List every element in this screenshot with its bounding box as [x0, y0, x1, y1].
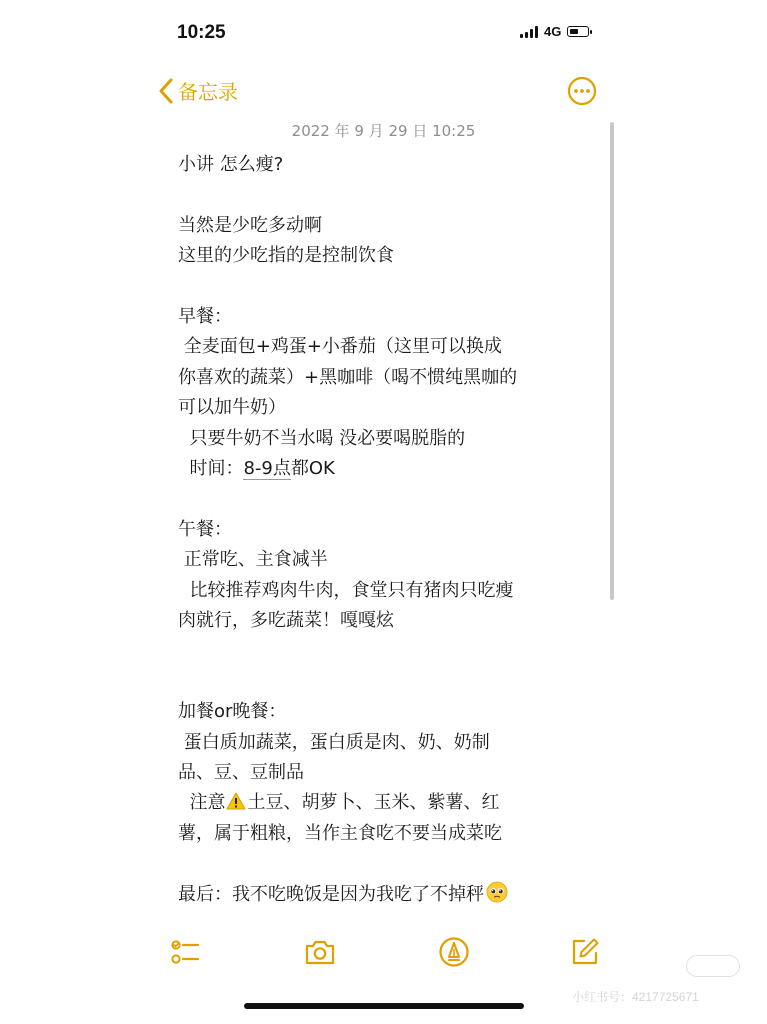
battery-icon [567, 26, 589, 37]
watermark-logo [686, 955, 740, 977]
note-line: 小讲 怎么瘦? [178, 154, 284, 175]
note-line: 加餐or晚餐： [178, 701, 287, 723]
note-text: 注意 [178, 792, 226, 814]
note-line: 当然是少吃多动啊 [178, 214, 322, 236]
camera-icon [303, 935, 337, 969]
back-button-label: 备忘录 [178, 80, 238, 104]
note-blank-line [178, 180, 598, 210]
checklist-button[interactable] [168, 935, 202, 969]
scrollbar[interactable] [610, 122, 614, 600]
note-line: 比较推荐鸡肉牛肉，食堂只有猪肉只吃瘦 [178, 579, 514, 601]
ellipsis-circle-icon [567, 76, 597, 106]
note-body[interactable] [178, 150, 598, 910]
compose-button[interactable] [568, 935, 602, 969]
pen-circle-icon [437, 935, 471, 969]
note-blank-line [178, 849, 598, 879]
note-line: 薯，属于粗粮，当作主食吃不要当成菜吃 [178, 822, 502, 844]
pleading-face-emoji-icon [486, 881, 508, 903]
note-line: 早餐： [178, 306, 232, 327]
note-line: 全麦面包+鸡蛋+小番茄（这里可以换成 [178, 336, 502, 358]
watermark-text: 小红书号：4217725671 [572, 990, 699, 1004]
note-text: 时间： [178, 458, 244, 480]
more-button[interactable] [567, 76, 597, 106]
note-line [178, 788, 598, 818]
note-line: 可以加牛奶） [178, 397, 286, 419]
compose-icon [568, 935, 602, 969]
bottom-toolbar [0, 935, 767, 975]
note-line: 这里的少吃指的是控制饮食 [178, 245, 394, 267]
time-link[interactable]: 8-9点 [243, 458, 291, 480]
note-line: 你喜欢的蔬菜）+黑咖啡（喝不惯纯黑咖的 [178, 366, 518, 388]
note-line: 午餐： [178, 518, 232, 540]
camera-button[interactable] [303, 935, 337, 969]
home-indicator[interactable] [244, 1003, 524, 1009]
signal-icon [520, 26, 538, 38]
chevron-left-icon [158, 78, 174, 104]
note-line: 肉就行，多吃蔬菜！嘎嘎炫 [178, 610, 394, 632]
note-line: 正常吃、主食减半 [178, 549, 328, 571]
note-text: 最后：我不吃晚饭是因为我吃了不掉秤 [178, 883, 484, 905]
note-line [178, 880, 598, 910]
network-label: 4G [544, 24, 562, 39]
checklist-icon [168, 935, 202, 969]
note-text: 土豆、胡萝卜、玉米、紫薯、红 [247, 792, 500, 814]
status-time: 10:25 [177, 22, 226, 43]
warning-icon [226, 792, 246, 810]
status-bar [0, 0, 767, 60]
note-line: 只要牛奶不当水喝 没必要喝脱脂的 [178, 427, 466, 449]
status-indicators [520, 24, 589, 39]
markup-button[interactable] [437, 935, 471, 969]
note-blank-line [178, 667, 598, 697]
note-line: 蛋白质加蔬菜，蛋白质是肉、奶、奶制 [178, 731, 490, 753]
note-blank-line [178, 272, 598, 302]
note-line [178, 454, 598, 484]
note-text: 都OK [290, 458, 335, 480]
note-line: 品、豆、豆制品 [178, 762, 304, 784]
back-button[interactable] [158, 76, 238, 105]
note-blank-line [178, 484, 598, 514]
note-blank-line [178, 636, 598, 666]
note-date: 2022 年 9 月 29 日 10:25 [291, 122, 476, 140]
